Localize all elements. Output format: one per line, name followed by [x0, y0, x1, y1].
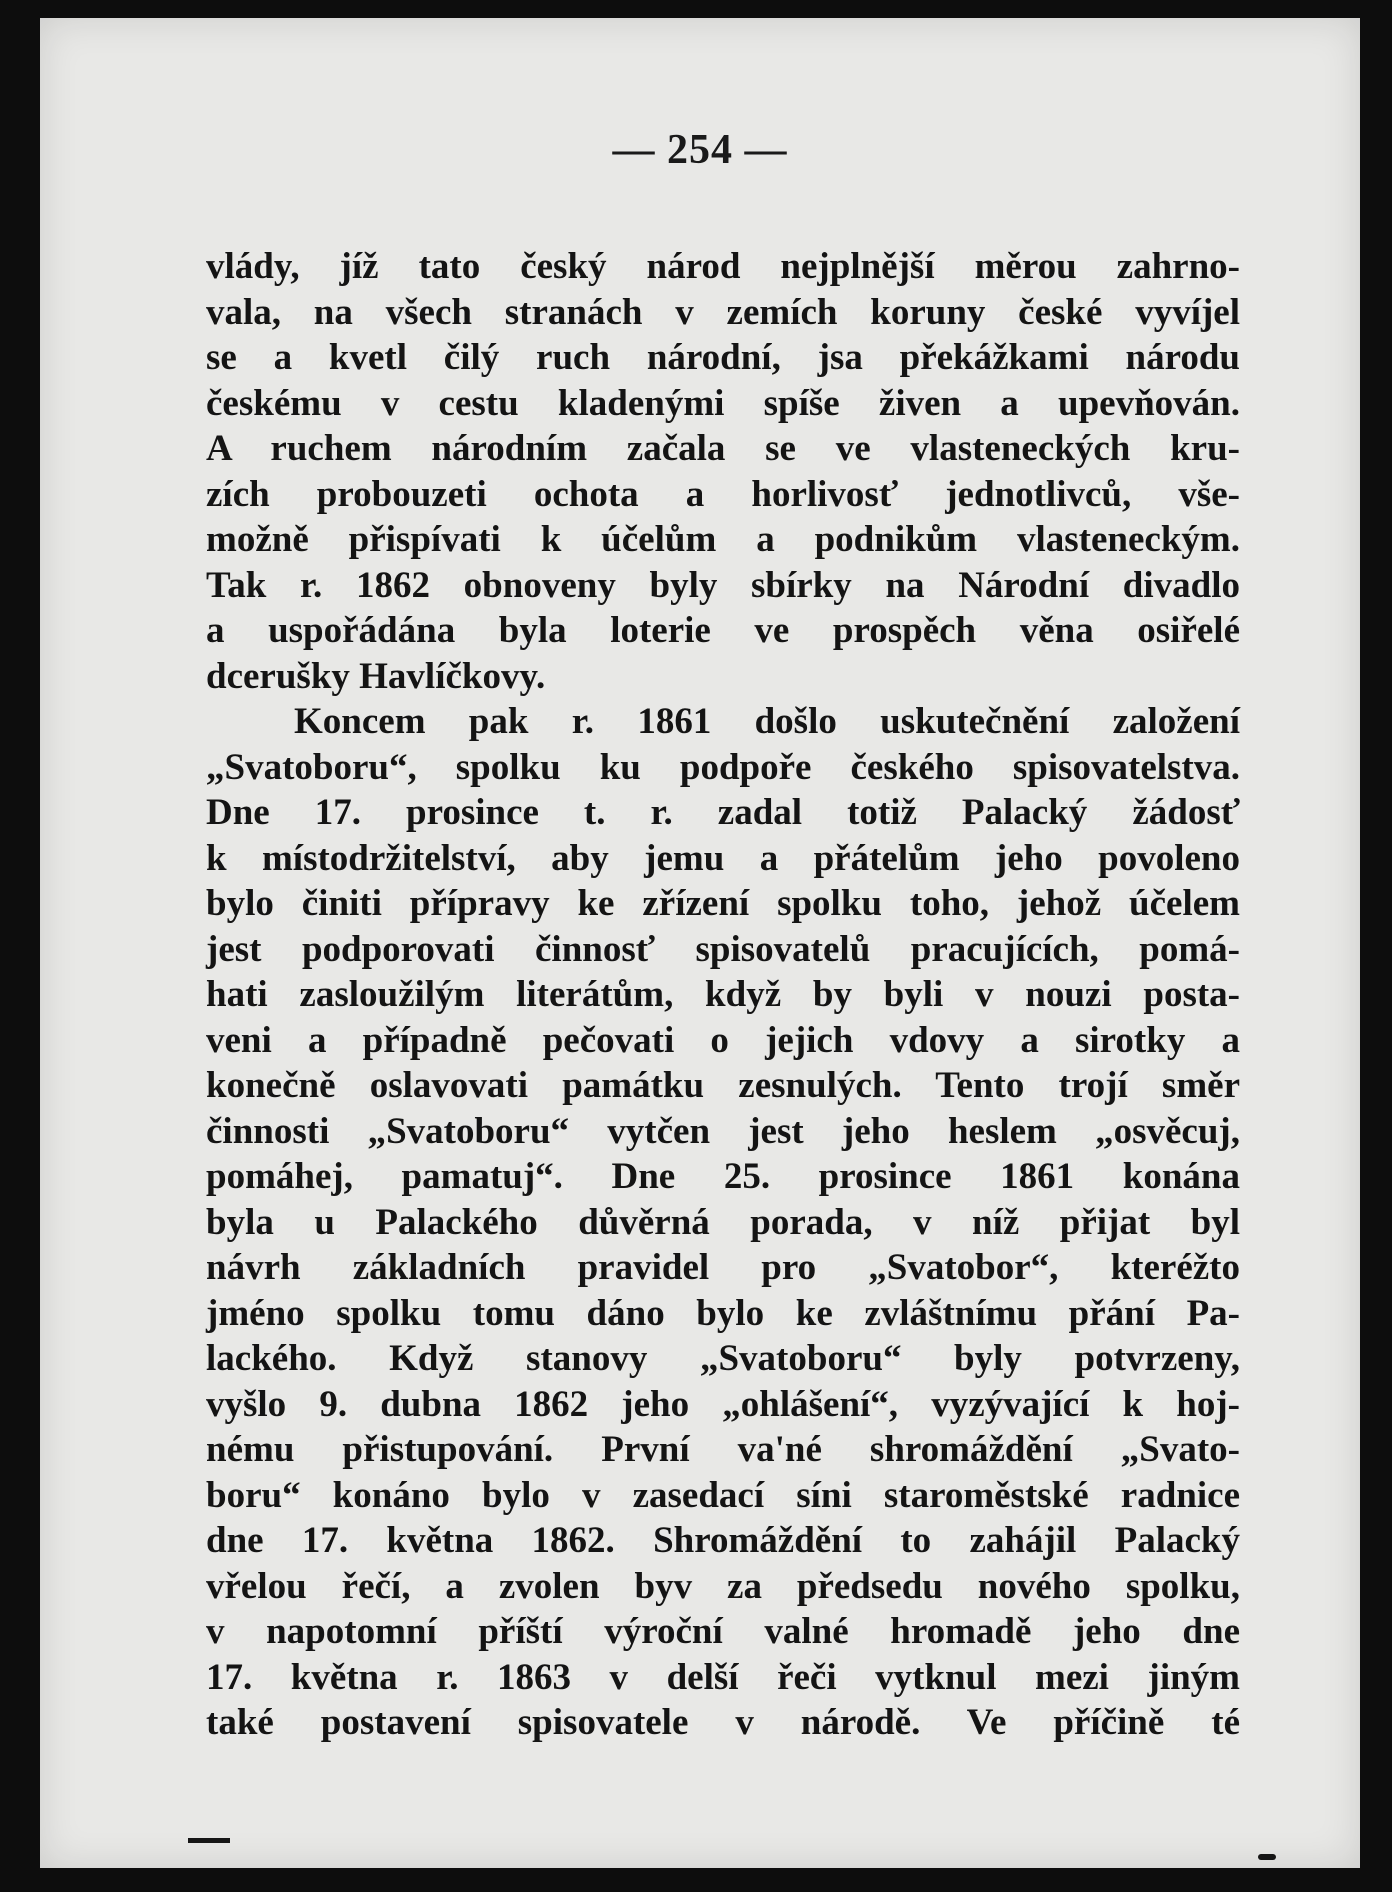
text-line: vyšlo 9. dubna 1862 jeho „ohlášení“, vyzývající k hoj-: [206, 1383, 1240, 1425]
printer-mark-bottom-right: [1258, 1854, 1276, 1860]
text-line: činnosti „Svatoboru“ vytčen jest jeho heslem „osvěcuj,: [206, 1110, 1240, 1152]
text-line: vala, na všech stranách v zemích koruny české vyvíjel: [206, 291, 1240, 333]
text-line: boru“ konáno bylo v zasedací síni staroměstské radnice: [206, 1474, 1240, 1516]
text-line: bylo činiti přípravy ke zřízení spolku toho, jehož účelem: [206, 883, 1240, 924]
text-line: 17. května r. 1863 v delší řeči vytknul mezi jiným: [206, 1656, 1240, 1698]
text-line: Tak r. 1862 obnoveny byly sbírky na Národní divadlo: [206, 564, 1240, 606]
book-page: [40, 18, 1360, 1868]
text-line: k místodržitelství, aby jemu a přátelům jeho povoleno: [206, 837, 1240, 879]
text-line: byla u Palackého důvěrná porada, v níž přijat byl: [206, 1201, 1240, 1243]
text-line: lackého. Když stanovy „Svatoboru“ byly potvrzeny,: [206, 1338, 1240, 1379]
text-line: jest podporovati činnosť spisovatelů pracujících, pomá-: [206, 928, 1240, 970]
text-line: také postavení spisovatele v národě. Ve příčině té: [206, 1702, 1240, 1743]
text-line: českému v cestu kladenými spíše živen a upevňován.: [206, 382, 1240, 424]
text-line: jméno spolku tomu dáno bylo ke zvláštnímu přání Pa-: [206, 1292, 1240, 1334]
page-number: — 254 —: [612, 127, 788, 173]
text-line: A ruchem národním začala se ve vlasteneckých kru-: [206, 428, 1240, 469]
text-line: Dne 17. prosince t. r. zadal totiž Palacký žádosť: [206, 792, 1240, 833]
text-line: se a kvetl čilý ruch národní, jsa překážkami národu: [206, 337, 1240, 378]
text-line: dne 17. května 1862. Shromáždění to zahájil Palacký: [206, 1520, 1240, 1561]
text-line: zích probouzeti ochota a horlivosť jednotlivců, vše-: [206, 473, 1240, 515]
text-line: pomáhej, pamatuj“. Dne 25. prosince 1861 konána: [206, 1156, 1240, 1197]
text-line: vřelou řečí, a zvolen byv za předsedu nového spolku,: [206, 1565, 1240, 1607]
text-line: „Svatoboru“, spolku ku podpoře českého spisovatelstva.: [206, 746, 1240, 788]
text-line: vlády, jíž tato český národ nejplnější měrou zahrno-: [206, 246, 1240, 287]
text-line: veni a případně pečovati o jejich vdovy a sirotky a: [206, 1019, 1240, 1061]
text-line: návrh základních pravidel pro „Svatobor“, kteréžto: [206, 1247, 1240, 1288]
text-line: možně přispívati k účelům a podnikům vlasteneckým.: [206, 519, 1240, 560]
paragraph-end-line: dcerušky Havlíčkovy.: [206, 655, 546, 697]
text-line: nému přistupování. První va'né shromáždění „Svato-: [206, 1429, 1240, 1470]
paragraph-start-line: Koncem pak r. 1861 došlo uskutečnění založení: [294, 701, 1240, 742]
body-text: [206, 244, 1240, 1746]
printer-mark-bottom-left: [188, 1838, 230, 1843]
text-line: konečně oslavovati památku zesnulých. Tento trojí směr: [206, 1065, 1240, 1106]
text-line: hati zasloužilým literátům, když by byli v nouzi posta-: [206, 974, 1240, 1015]
text-line: a uspořádána byla loterie ve prospěch věna osiřelé: [206, 610, 1240, 651]
text-line: v napotomní příští výroční valné hromadě jeho dne: [206, 1611, 1240, 1652]
